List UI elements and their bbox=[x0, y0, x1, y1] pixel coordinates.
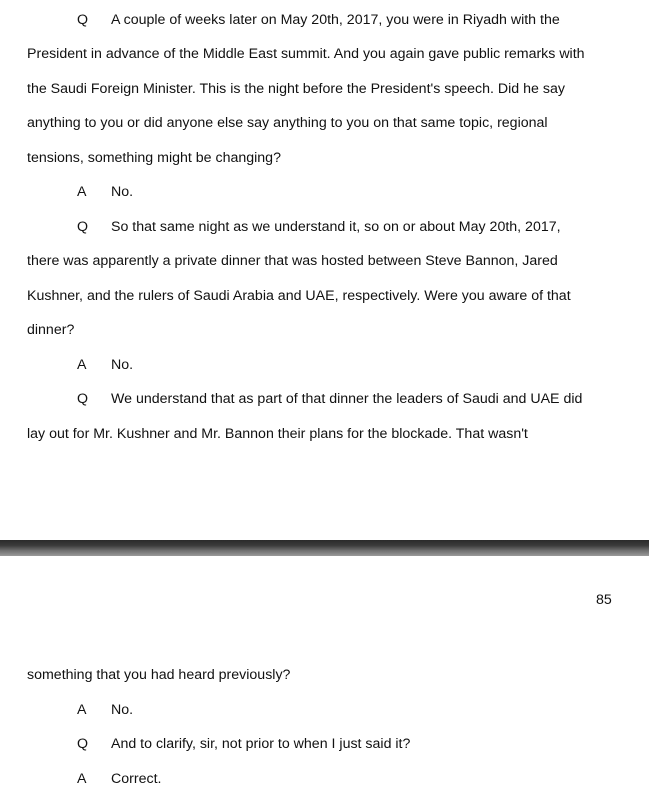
speaker-label: Q bbox=[77, 736, 89, 752]
transcript-line: No. bbox=[111, 184, 134, 200]
speaker-label: Q bbox=[77, 391, 89, 407]
transcript-line: So that same night as we understand it, so on or about May 20th, 2017, bbox=[111, 219, 561, 235]
page-break-divider bbox=[0, 540, 649, 556]
speaker-label: A bbox=[77, 702, 87, 718]
transcript-line: lay out for Mr. Kushner and Mr. Bannon their plans for the blockade. That wasn't bbox=[27, 426, 528, 442]
transcript-line: And to clarify, sir, not prior to when I just said it? bbox=[111, 736, 411, 752]
speaker-label: Q bbox=[77, 219, 89, 235]
speaker-label: A bbox=[77, 771, 87, 787]
transcript-line: No. bbox=[111, 702, 134, 718]
transcript-line: Correct. bbox=[111, 771, 162, 787]
transcript-line: tensions, something might be changing? bbox=[27, 150, 281, 166]
transcript-line: anything to you or did anyone else say anything to you on that same topic, regional bbox=[27, 115, 548, 131]
speaker-label: A bbox=[77, 357, 87, 373]
transcript-line: No. bbox=[111, 357, 134, 373]
speaker-label: Q bbox=[77, 12, 89, 28]
transcript-line: President in advance of the Middle East summit. And you again gave public remarks with bbox=[27, 46, 585, 62]
transcript-line: Kushner, and the rulers of Saudi Arabia and UAE, respectively. Were you aware of that bbox=[27, 288, 571, 304]
page-number: 85 bbox=[596, 592, 612, 608]
transcript-line: the Saudi Foreign Minister. This is the night before the President's speech. Did he say bbox=[27, 81, 565, 97]
transcript-line: We understand that as part of that dinner the leaders of Saudi and UAE did bbox=[111, 391, 583, 407]
transcript-line: A couple of weeks later on May 20th, 2017, you were in Riyadh with the bbox=[111, 12, 560, 28]
speaker-label: A bbox=[77, 184, 87, 200]
transcript-line: dinner? bbox=[27, 322, 75, 338]
transcript-line: something that you had heard previously? bbox=[27, 667, 291, 683]
transcript-line: there was apparently a private dinner that was hosted between Steve Bannon, Jared bbox=[27, 253, 558, 269]
transcript-page-bottom bbox=[0, 556, 649, 790]
